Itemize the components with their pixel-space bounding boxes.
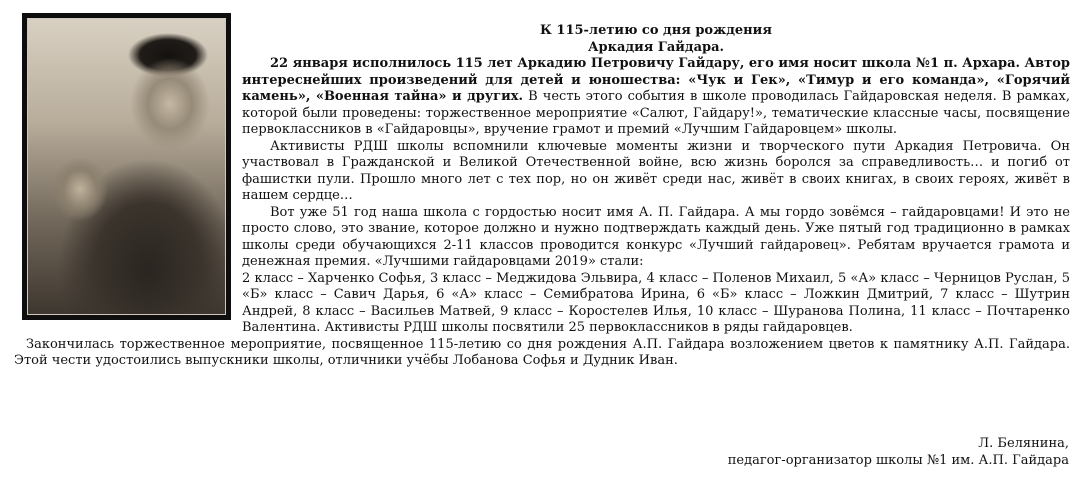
paragraph-intro-text: В честь этого события в школе проводилась Гайдаровская неделя. В рамках, которой были проведены: торжественное мероприятие «Салют, Гайдару!», тематические классные часы, посвящение первоклассников в «Гайдаровцы», вручение грамот и премий «Лучшим Гайдаровцем» школы. [242, 89, 1070, 137]
photo-spacer [14, 23, 242, 323]
article-heading-line2: Аркадия Гайдара. [587, 39, 725, 55]
paragraph-intro-bold: 22 января исполнилось 115 лет Аркадию Петровичу Гайдару, его имя носит школа №1 п. Архара. Автор интереснейших произведений для детей и юношества: «Чук и Гек», «Тимур и его команда», «Горячий камень», «Военная тайна» и других. [242, 56, 1070, 104]
signature-role: педагог-организатор школы №1 им. А.П. Гайдара [727, 453, 1069, 468]
paragraph-rdsh: Активисты РДШ школы вспомнили ключевые моменты жизни и творческого пути Аркадия Петровича. Он участвовал в Гражданской и Великой Отечественной войне, всю жизнь боролся за справедливость… и погиб от фашистки пули. Прошло много лет с тех пор, но он живёт среди нас, живёт в своих книгах, в своих героях, живёт в нашем сердце… [242, 138, 1070, 203]
article-heading-line1: К 115-летию со дня рождения [540, 23, 772, 38]
paragraph-school-name: Вот уже 51 год наша школа с гордостью носит имя А. П. Гайдара. А мы гордо зовёмся – гайдаровцами! И это не просто слово, это звание, которое должно и нужно подтверждать каждый день. Уже пятый год традиционно в рамках школы среди обучающихся 2-11 классов проводится конкурс «Лучший гайдаровец». Ребятам вручается грамота и денежная премия. «Лучшими гайдаровцами 2019» стали: [242, 204, 1070, 269]
paragraph-winners: 2 класс – Харченко Софья, 3 класс – Меджидова Эльвира, 4 класс – Поленов Михаил, 5 «А» класс – Черницов Руслан, 5 «Б» класс – Савич Дарья, 6 «А» класс – Семибратова Ирина, 6 «Б» класс – Ложкин Дмитрий, 7 класс – Шутрин Андрей, 8 класс – Васильев Матвей, 9 класс – Коростелев Илья, 10 класс – Шуранова Полина, 11 класс – Почтаренко Валентина. Активисты РДШ школы посвятили 25 первоклассников в ряды гайдаровцев. [242, 270, 1070, 335]
article-body [14, 23, 1070, 370]
paragraph-closing: Закончилась торжественное мероприятие, посвященное 115-летию со дня рождения А.П. Гайдара возложением цветов к памятнику А.П. Гайдара. Этой чести удостоились выпускники школы, отличники учёбы Лобанова Софья и Дудник Иван. [14, 336, 1070, 368]
signature-block [728, 435, 1069, 469]
signature-name: Л. Белянина, [978, 436, 1069, 451]
